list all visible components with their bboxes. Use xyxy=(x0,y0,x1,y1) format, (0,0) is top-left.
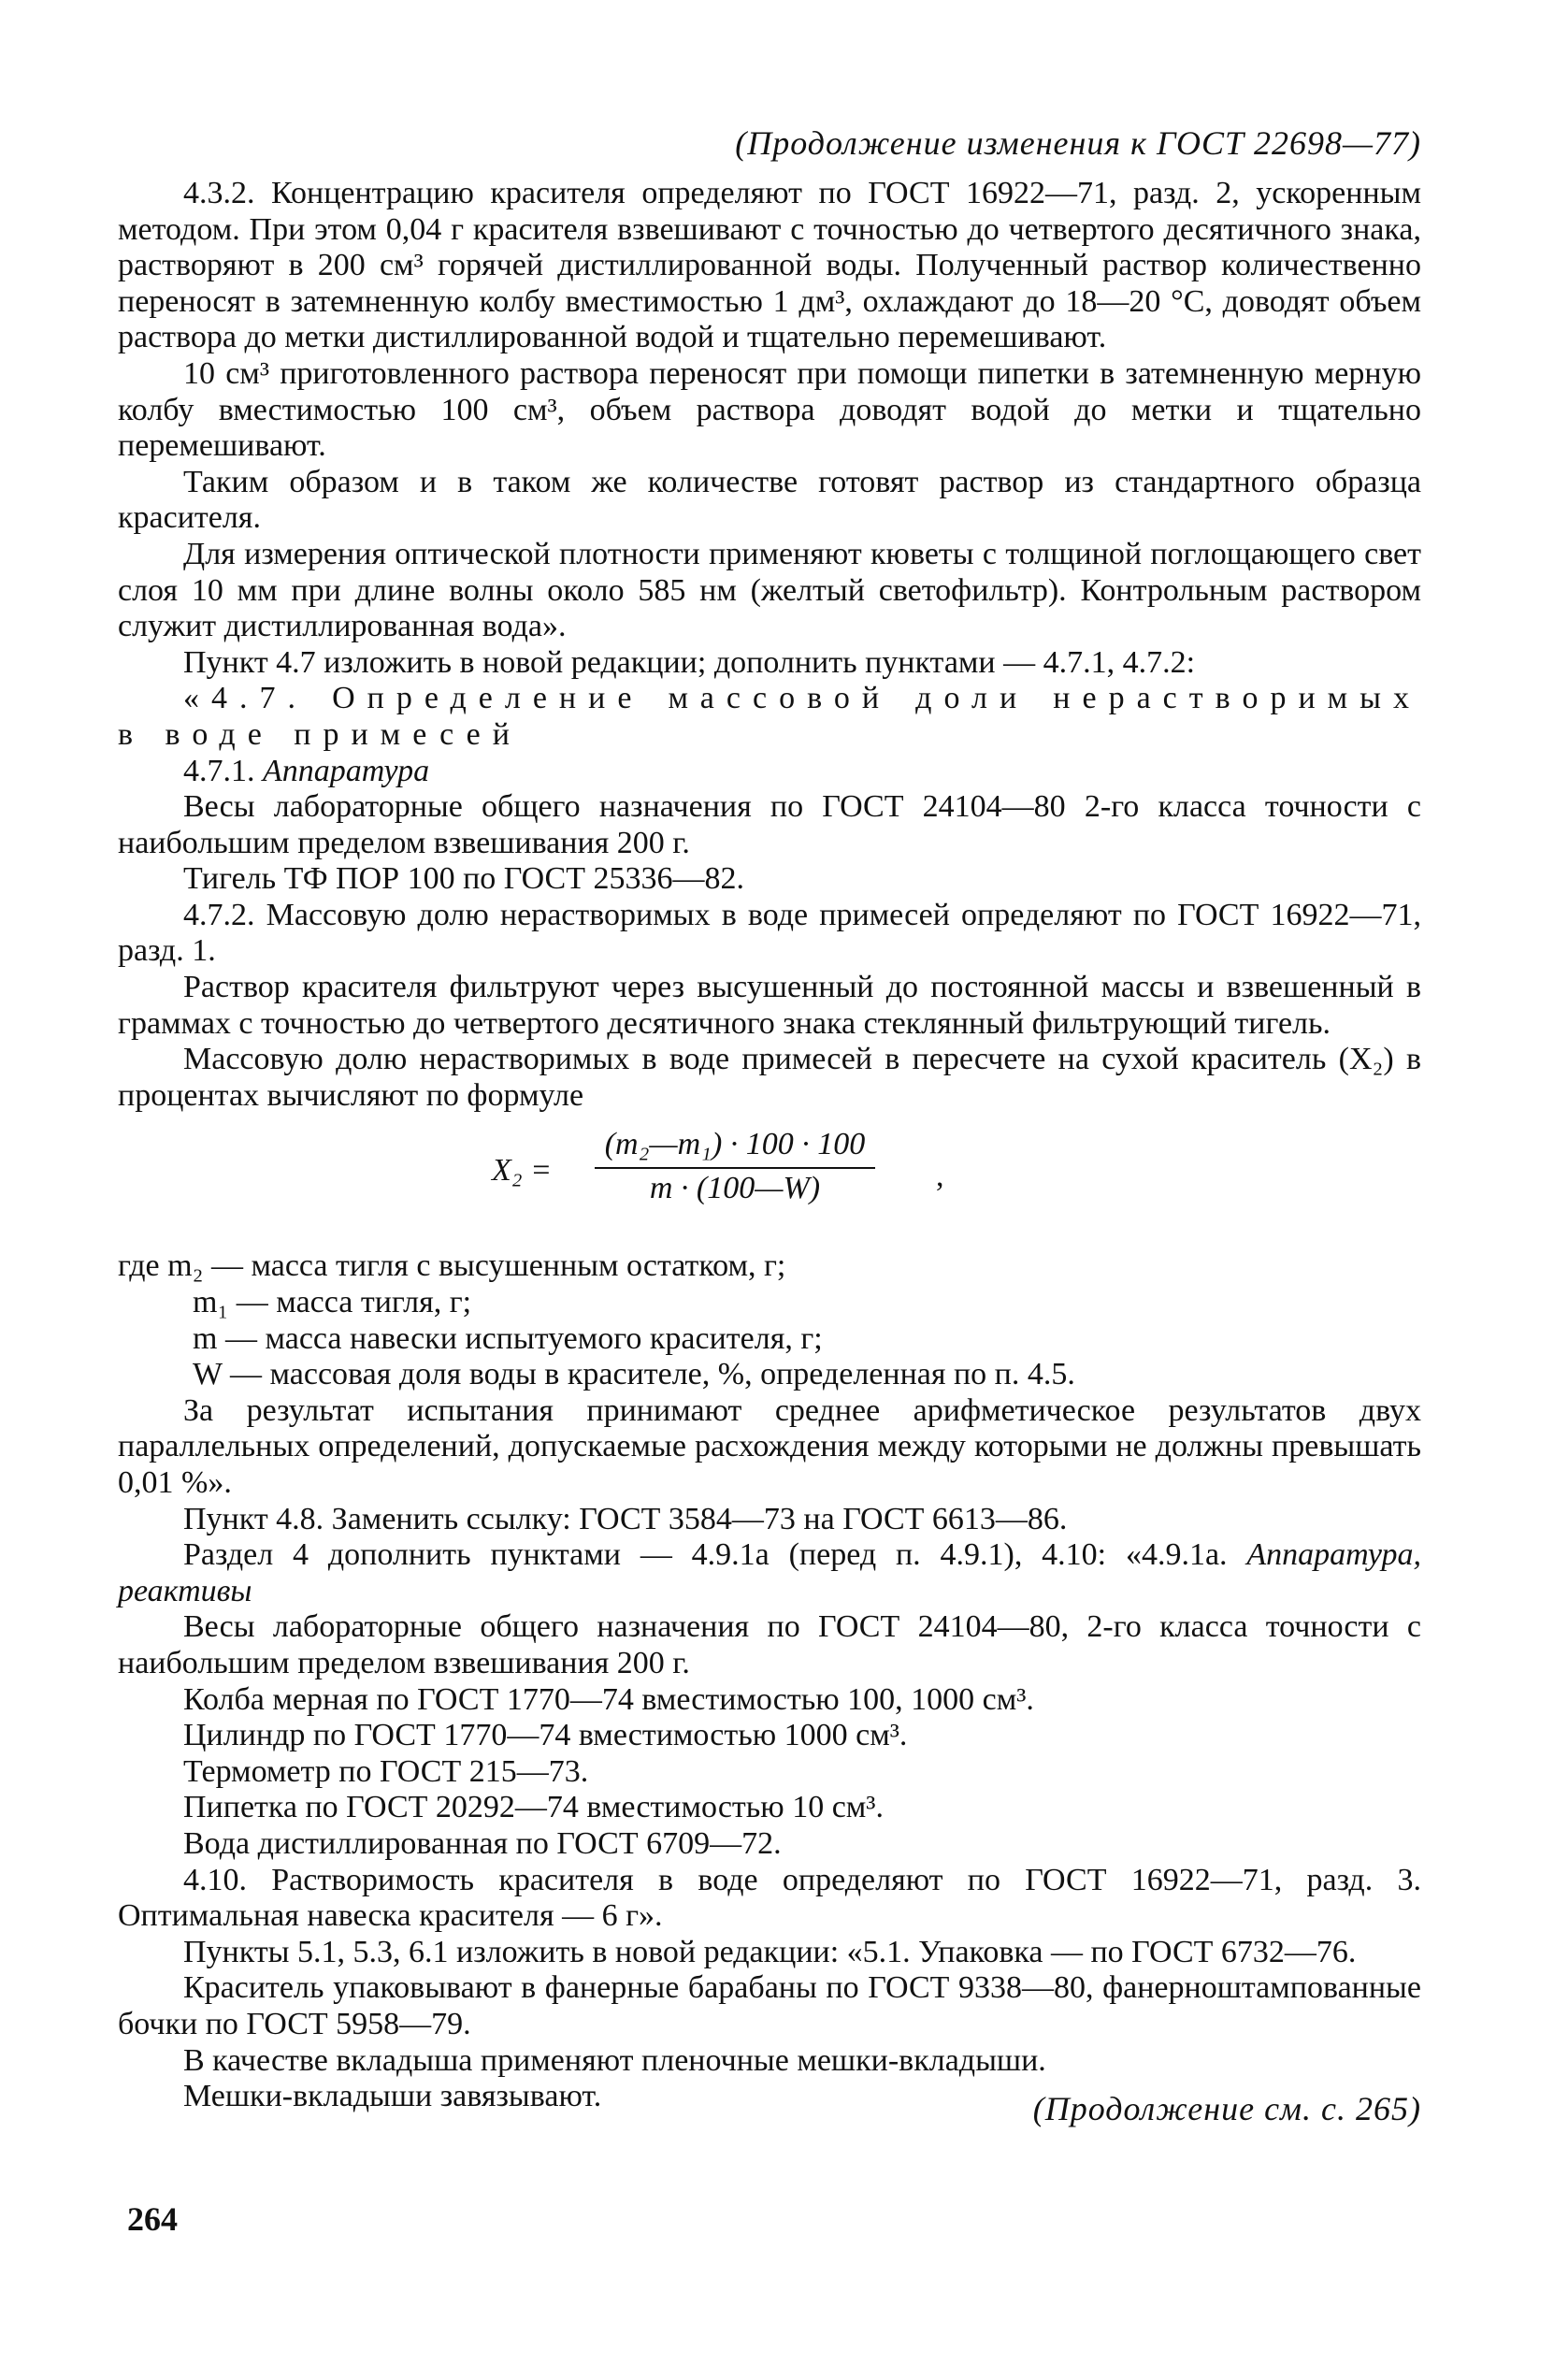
paragraph: Таким образом и в таком же количестве готовят раствор из стандартного образца красителя. xyxy=(118,464,1421,536)
paragraph: Пункты 5.1, 5.3, 6.1 изложить в новой редакции: «5.1. Упаковка — по ГОСТ 6732—76. xyxy=(183,1934,1357,1969)
formula-lhs: X₂ = xyxy=(492,1153,553,1189)
where-item: m₁ — масса тигля, г; xyxy=(193,1285,472,1320)
paragraph: Тигель ТФ ПОР 100 по ГОСТ 25336—82. xyxy=(183,861,744,897)
paragraph: В качестве вкладыша применяют пленочные мешки-вкладыши. xyxy=(183,2042,1046,2078)
page-number: 264 xyxy=(127,2200,178,2238)
paragraph: Мешки-вкладыши завязывают. xyxy=(183,2079,602,2114)
paragraph-italic: Аппаратура, реактивы xyxy=(118,1537,1422,1608)
paragraph: За результат испытания принимают среднее арифметическое результатов двух параллельных определений, допускаемые расхождения между которыми не должны превышать 0,01 %». xyxy=(118,1392,1421,1500)
formula-denominator: m · (100—W) xyxy=(649,1171,821,1206)
where-item: m — масса навески испытуемого красителя, г; xyxy=(193,1320,823,1356)
paragraph: Термометр по ГОСТ 215—73. xyxy=(183,1753,589,1789)
paragraph: 4.3.2. Концентрацию красителя определяют по ГОСТ 16922—71, разд. 2, ускоренным методом. При этом 0,04 г красителя взвешивают с точностью до четвертого десятичного знака, растворяют в 200 см³ горячей дистиллированной воды. Полученный раствор количественно переносят в затемненную колбу вместимостью 1 дм³, охлаждают до 18—20 °С, доводят объем раствора до метки дистиллированной водой и тщательно перемешивают. xyxy=(118,176,1421,355)
formula-fraction xyxy=(595,1127,875,1206)
subsection-title: Аппаратура xyxy=(263,753,430,788)
paragraph: Краситель упаковывают в фанерные барабаны по ГОСТ 9338—80, фанерноштампованные бочки по ГОСТ 5958—79. xyxy=(118,1970,1421,2041)
paragraph: Цилиндр по ГОСТ 1770—74 вместимостью 1000 см³. xyxy=(183,1718,908,1753)
paragraph-text: Раздел 4 дополнить пунктами — 4.9.1а (перед п. 4.9.1), 4.10: «4.9.1а. xyxy=(183,1537,1228,1573)
paragraph: Массовую долю нерастворимых в воде примесей в пересчете на сухой краситель (X₂) в процентах вычисляют по формуле xyxy=(118,1042,1421,1113)
continuation-note: (Продолжение см. с. 265) xyxy=(1032,2090,1421,2127)
where-item: W — массовая доля воды в красителе, %, определенная по п. 4.5. xyxy=(193,1357,1075,1392)
paragraph: Колба мерная по ГОСТ 1770—74 вместимостью 100, 1000 см³. xyxy=(183,1681,1034,1717)
formula xyxy=(118,1127,1421,1232)
paragraph: Раствор красителя фильтруют через высушенный до постоянной массы и взвешенный в граммах с точностью до четвертого десятичного знака стеклянный фильтрующий тигель. xyxy=(118,970,1421,1041)
paragraph: Весы лабораторные общего назначения по ГОСТ 24104—80 2-го класса точности с наибольшим пределом взвешивания 200 г. xyxy=(118,789,1421,860)
paragraph: Пипетка по ГОСТ 20292—74 вместимостью 10 см³. xyxy=(183,1790,884,1825)
paragraph: 4.10. Растворимость красителя в воде определяют по ГОСТ 16922—71, разд. 3. Оптимальная навеска красителя — 6 г». xyxy=(118,1862,1421,1934)
formula-comma: , xyxy=(936,1159,944,1194)
subsection-heading xyxy=(118,754,1421,790)
paragraph: Весы лабораторные общего назначения по ГОСТ 24104—80, 2-го класса точности с наибольшим пределом взвешивания 200 г. xyxy=(118,1609,1421,1680)
paragraph: 10 см³ приготовленного раствора переносят при помощи пипетки в затемненную мерную колбу вместимостью 100 см³, объем раствора доводят водой до метки и тщательно перемешивают. xyxy=(118,355,1421,464)
subsection-number: 4.7.1. xyxy=(183,753,255,788)
where-item: где m₂ — масса тигля с высушенным остатком, г; xyxy=(118,1248,786,1284)
paragraph: Для измерения оптической плотности применяют кюветы с толщиной поглощающего свет слоя 10 мм при длине волны около 585 нм (желтый светофильтр). Контрольным раствором служит дистиллированная вода». xyxy=(118,536,1421,644)
paragraph xyxy=(118,1537,1421,1609)
running-header: (Продолжение изменения к ГОСТ 22698—77) xyxy=(735,124,1421,162)
paragraph: Пункт 4.7 изложить в новой редакции; дополнить пунктами — 4.7.1, 4.7.2: xyxy=(183,644,1196,680)
section-heading: «4.7. Определение массовой доли нерастворимых в воде примесей xyxy=(118,681,1421,752)
body-text xyxy=(118,176,1421,2115)
paragraph: Пункт 4.8. Заменить ссылку: ГОСТ 3584—73 на ГОСТ 6613—86. xyxy=(183,1501,1068,1536)
formula-numerator: (m₂—m₁) · 100 · 100 xyxy=(595,1127,875,1169)
paragraph: 4.7.2. Массовую долю нерастворимых в воде примесей определяют по ГОСТ 16922—71, разд. 1. xyxy=(118,897,1421,969)
paragraph: Вода дистиллированная по ГОСТ 6709—72. xyxy=(183,1825,782,1861)
